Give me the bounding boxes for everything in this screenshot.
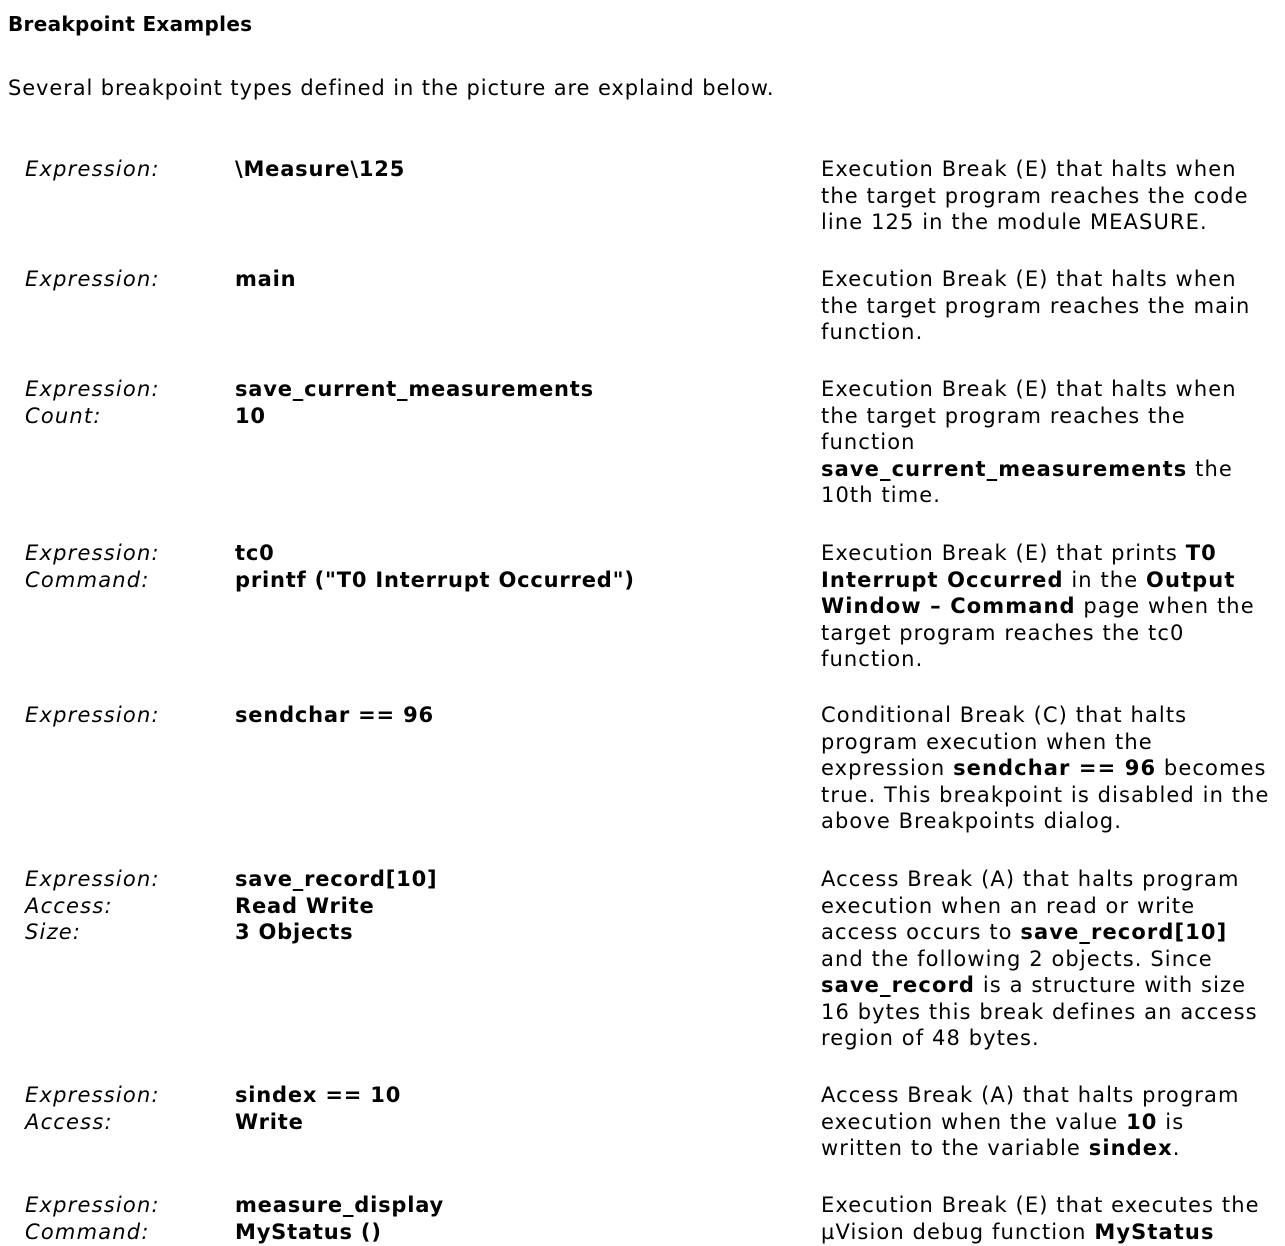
field-value: \Measure\125 xyxy=(235,157,406,181)
description-text: Access Break (A) that halts program xyxy=(821,1083,1240,1107)
field-value: MyStatus () xyxy=(235,1219,382,1244)
description-line xyxy=(821,808,1285,835)
description-line xyxy=(821,266,1285,293)
description-line xyxy=(821,1135,1285,1162)
breakpoint-row xyxy=(0,1192,1285,1245)
description-emphasis: Output xyxy=(1146,567,1236,592)
breakpoint-row xyxy=(0,702,1285,835)
description-text: Access Break (A) that halts program xyxy=(821,867,1240,891)
description-line xyxy=(821,972,1285,999)
description-text: Execution Break (E) that prints xyxy=(821,541,1186,565)
description-text: written to the variable xyxy=(821,1136,1089,1160)
description-text: function. xyxy=(821,647,924,671)
field-value: save_record[10] xyxy=(235,867,438,891)
breakpoint-field-labels xyxy=(0,1082,235,1135)
description-text: target program reaches the tc0 xyxy=(821,620,1185,645)
description-emphasis: T0 xyxy=(1185,541,1217,565)
breakpoint-field-values xyxy=(235,540,821,593)
breakpoint-description xyxy=(821,376,1285,509)
description-line xyxy=(821,540,1285,567)
breakpoint-description xyxy=(821,540,1285,673)
breakpoint-field-labels xyxy=(0,376,235,429)
field-value: save_current_measurements xyxy=(235,377,594,401)
breakpoint-field-labels xyxy=(0,540,235,593)
description-text: and the following 2 objects. Since xyxy=(821,946,1213,971)
field-value: sendchar == 96 xyxy=(235,703,434,727)
description-line xyxy=(821,156,1285,183)
description-line xyxy=(821,946,1285,973)
description-line xyxy=(821,919,1285,946)
breakpoint-field-labels xyxy=(0,702,235,729)
description-text: function. xyxy=(821,320,924,344)
breakpoint-field-values xyxy=(235,1192,821,1245)
breakpoint-row xyxy=(0,866,1285,1052)
field-value: Read Write xyxy=(235,893,375,918)
description-line xyxy=(821,866,1285,893)
page-title: Breakpoint Examples xyxy=(8,12,253,36)
field-label: Expression: xyxy=(25,267,160,291)
breakpoint-row xyxy=(0,266,1285,346)
description-text: line 125 in the module MEASURE. xyxy=(821,210,1208,234)
description-emphasis: sendchar == 96 xyxy=(953,756,1157,780)
breakpoint-description xyxy=(821,1082,1285,1162)
description-line xyxy=(821,429,1285,456)
breakpoint-field-values xyxy=(235,376,821,429)
description-text: Execution Break (E) that halts when xyxy=(821,267,1237,291)
field-label: Expression: xyxy=(25,703,160,727)
field-label: Command: xyxy=(25,1219,150,1244)
description-line xyxy=(821,893,1285,920)
description-text: Execution Break (E) that halts when xyxy=(821,157,1237,181)
description-line xyxy=(821,999,1285,1026)
breakpoint-row xyxy=(0,540,1285,673)
field-label: Expression: xyxy=(25,541,160,565)
description-text: region of 48 bytes. xyxy=(821,1026,1040,1050)
description-line xyxy=(821,567,1285,594)
breakpoint-field-values xyxy=(235,866,821,946)
breakpoint-row xyxy=(0,156,1285,236)
breakpoint-description xyxy=(821,866,1285,1052)
description-line xyxy=(821,482,1285,509)
description-text: access occurs to xyxy=(821,920,1021,944)
description-line xyxy=(821,1082,1285,1109)
description-line xyxy=(821,1025,1285,1052)
description-line xyxy=(821,646,1285,673)
description-emphasis: sindex xyxy=(1088,1136,1173,1160)
description-text: the xyxy=(1187,456,1233,481)
description-text: execution when the value xyxy=(821,1109,1127,1134)
field-value: sindex == 10 xyxy=(235,1083,402,1107)
field-label: Expression: xyxy=(25,1083,160,1107)
description-text: . xyxy=(1172,1136,1181,1160)
breakpoint-field-values xyxy=(235,702,821,729)
breakpoint-description xyxy=(821,266,1285,346)
description-emphasis: save_current_measurements xyxy=(821,456,1188,481)
intro-text: Several breakpoint types defined in the picture are explaind below. xyxy=(8,76,775,100)
field-value: 10 xyxy=(235,403,266,428)
description-line xyxy=(821,1192,1285,1219)
breakpoint-row xyxy=(0,376,1285,509)
description-emphasis: Window – Command xyxy=(821,594,1076,618)
breakpoint-field-labels xyxy=(0,266,235,293)
field-value: tc0 xyxy=(235,541,275,565)
description-text: Conditional Break (C) that halts xyxy=(821,703,1188,727)
description-line xyxy=(821,782,1285,809)
description-line xyxy=(821,729,1285,756)
breakpoint-description xyxy=(821,702,1285,835)
description-text: true. This breakpoint is disabled in the xyxy=(821,782,1270,807)
description-line xyxy=(821,755,1285,782)
field-label: Access: xyxy=(25,1109,113,1134)
description-text: Execution Break (E) that executes the xyxy=(821,1193,1260,1217)
description-text: execution when an read or write xyxy=(821,893,1196,918)
field-value: 3 Objects xyxy=(235,920,354,944)
description-text: the target program reaches the code xyxy=(821,183,1249,208)
breakpoint-description xyxy=(821,156,1285,236)
description-emphasis: MyStatus xyxy=(1094,1219,1215,1244)
description-text: function xyxy=(821,430,916,454)
description-line xyxy=(821,620,1285,647)
description-line xyxy=(821,1109,1285,1136)
description-text: becomes xyxy=(1156,756,1267,780)
breakpoint-field-values xyxy=(235,266,821,293)
description-line xyxy=(821,1219,1285,1246)
description-line xyxy=(821,456,1285,483)
description-line xyxy=(821,376,1285,403)
field-value: main xyxy=(235,267,297,291)
description-line xyxy=(821,319,1285,346)
field-label: Expression: xyxy=(25,157,160,181)
description-line xyxy=(821,403,1285,430)
breakpoint-description xyxy=(821,1192,1285,1245)
description-emphasis: Interrupt Occurred xyxy=(821,567,1064,592)
description-line xyxy=(821,183,1285,210)
breakpoint-field-values xyxy=(235,1082,821,1135)
field-value: Write xyxy=(235,1109,304,1134)
description-text: the target program reaches the main xyxy=(821,293,1251,318)
field-label: Expression: xyxy=(25,377,160,401)
field-value: measure_display xyxy=(235,1193,445,1217)
description-text: is a structure with size xyxy=(975,973,1247,997)
breakpoint-field-values xyxy=(235,156,821,183)
description-text: Execution Break (E) that halts when xyxy=(821,377,1237,401)
field-label: Expression: xyxy=(25,1193,160,1217)
description-text: in the xyxy=(1063,567,1147,592)
description-text: above Breakpoints dialog. xyxy=(821,809,1122,833)
field-label: Access: xyxy=(25,893,113,918)
breakpoint-row xyxy=(0,1082,1285,1162)
breakpoint-field-labels xyxy=(0,866,235,946)
description-text: expression xyxy=(821,756,954,780)
field-label: Expression: xyxy=(25,867,160,891)
description-emphasis: save_record[10] xyxy=(1020,920,1228,944)
field-label: Count: xyxy=(25,403,102,428)
description-text: program execution when the xyxy=(821,729,1153,754)
description-emphasis: 10 xyxy=(1126,1109,1158,1134)
breakpoint-field-labels xyxy=(0,156,235,183)
description-text: the target program reaches the xyxy=(821,403,1186,428)
description-text: 16 bytes this break defines an access xyxy=(821,999,1258,1024)
description-line xyxy=(821,702,1285,729)
description-line xyxy=(821,293,1285,320)
field-label: Command: xyxy=(25,567,150,592)
description-line xyxy=(821,209,1285,236)
field-value: printf ("T0 Interrupt Occurred") xyxy=(235,567,635,592)
description-text: µVision debug function xyxy=(821,1219,1095,1244)
field-label: Size: xyxy=(25,920,82,944)
description-emphasis: save_record xyxy=(821,973,976,997)
description-text: page when the xyxy=(1075,594,1255,618)
description-text: 10th time. xyxy=(821,483,942,507)
description-line xyxy=(821,593,1285,620)
description-text: is xyxy=(1157,1109,1185,1134)
breakpoint-field-labels xyxy=(0,1192,235,1245)
